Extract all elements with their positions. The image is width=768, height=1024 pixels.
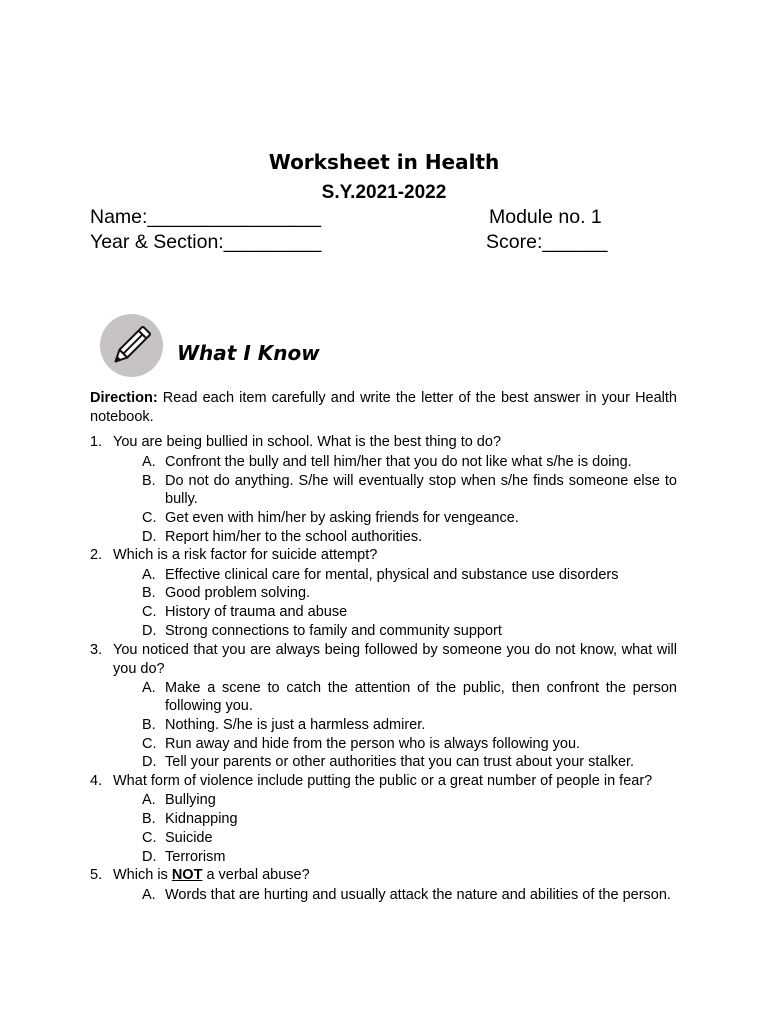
option-letter: A.: [142, 680, 156, 696]
option-text: Effective clinical care for mental, physical and substance use disorders: [165, 567, 619, 583]
option-text: Report him/her to the school authorities.: [165, 529, 423, 545]
option-text: Strong connections to family and community support: [165, 623, 502, 639]
direction-text: [90, 389, 677, 427]
option-text: Bullying: [165, 792, 216, 808]
question-text: You are being bullied in school. What is the best thing to do?: [113, 434, 502, 450]
module-number: Module no. 1: [489, 206, 602, 228]
option-letter: B.: [142, 811, 156, 827]
year-section-field: Year & Section:_________: [90, 231, 322, 253]
option-letter: C.: [142, 604, 157, 620]
option-text: Suicide: [165, 830, 213, 846]
option-letter: A.: [142, 454, 156, 470]
question-number: 5.: [90, 867, 103, 883]
option-text: Run away and hide from the person who is always following you.: [165, 736, 581, 752]
name-field: Name:________________: [90, 206, 321, 228]
option-letter: B.: [142, 473, 156, 489]
option-text: Kidnapping: [165, 811, 238, 827]
question-text: What form of violence include putting the public or a great number of people in fear?: [113, 773, 653, 789]
emphasis-not: NOT: [171, 867, 203, 883]
direction-body: Read each item carefully and write the letter of the best answer in your Health notebook.: [90, 390, 677, 425]
option-text: Make a scene to catch the attention of the public, then confront the person following you.: [165, 680, 677, 714]
option-text: Get even with him/her by asking friends for vengeance.: [165, 510, 519, 526]
direction-label: Direction:: [90, 390, 158, 406]
question-number: 3.: [90, 642, 103, 658]
question-text: Which is a risk factor for suicide attempt?: [113, 547, 378, 563]
question-text: You noticed that you are always being followed by someone you do not know, what will you do?: [113, 642, 677, 677]
option-text: Good problem solving.: [165, 585, 311, 601]
pencil-icon: [100, 314, 163, 377]
option-letter: A.: [142, 792, 156, 808]
question-number: 1.: [90, 434, 103, 450]
option-text: Tell your parents or other authorities that you can trust about your stalker.: [165, 754, 635, 770]
question-text-start: Which is: [113, 867, 172, 883]
option-letter: C.: [142, 830, 157, 846]
option-letter: C.: [142, 736, 157, 752]
pencil-icon-badge: [100, 314, 163, 377]
option-text: Terrorism: [165, 849, 226, 865]
score-field: Score:______: [486, 231, 608, 253]
question-number: 2.: [90, 547, 103, 563]
option-letter: B.: [142, 585, 156, 601]
option-letter: D.: [142, 754, 157, 770]
option-letter: D.: [142, 849, 157, 865]
school-year: S.Y.2021-2022: [321, 182, 447, 203]
option-text: Nothing. S/he is just a harmless admirer.: [165, 717, 426, 733]
question-text-end: a verbal abuse?: [202, 867, 310, 883]
section-title: What I Know: [177, 341, 320, 365]
option-letter: D.: [142, 529, 157, 545]
option-letter: A.: [142, 887, 156, 903]
question-number: 4.: [90, 773, 103, 789]
option-letter: B.: [142, 717, 156, 733]
option-letter: C.: [142, 510, 157, 526]
option-text: Do not do anything. S/he will eventually stop when s/he finds someone else to bully.: [165, 473, 694, 507]
option-letter: D.: [142, 623, 157, 639]
option-text: Confront the bully and tell him/her that you do not like what s/he is doing.: [165, 454, 632, 470]
option-letter: A.: [142, 567, 156, 583]
option-text: History of trauma and abuse: [165, 604, 348, 620]
question-text: [113, 866, 677, 885]
worksheet-title: Worksheet in Health: [268, 150, 500, 174]
option-text: Words that are hurting and usually attack the nature and abilities of the person.: [165, 887, 671, 903]
